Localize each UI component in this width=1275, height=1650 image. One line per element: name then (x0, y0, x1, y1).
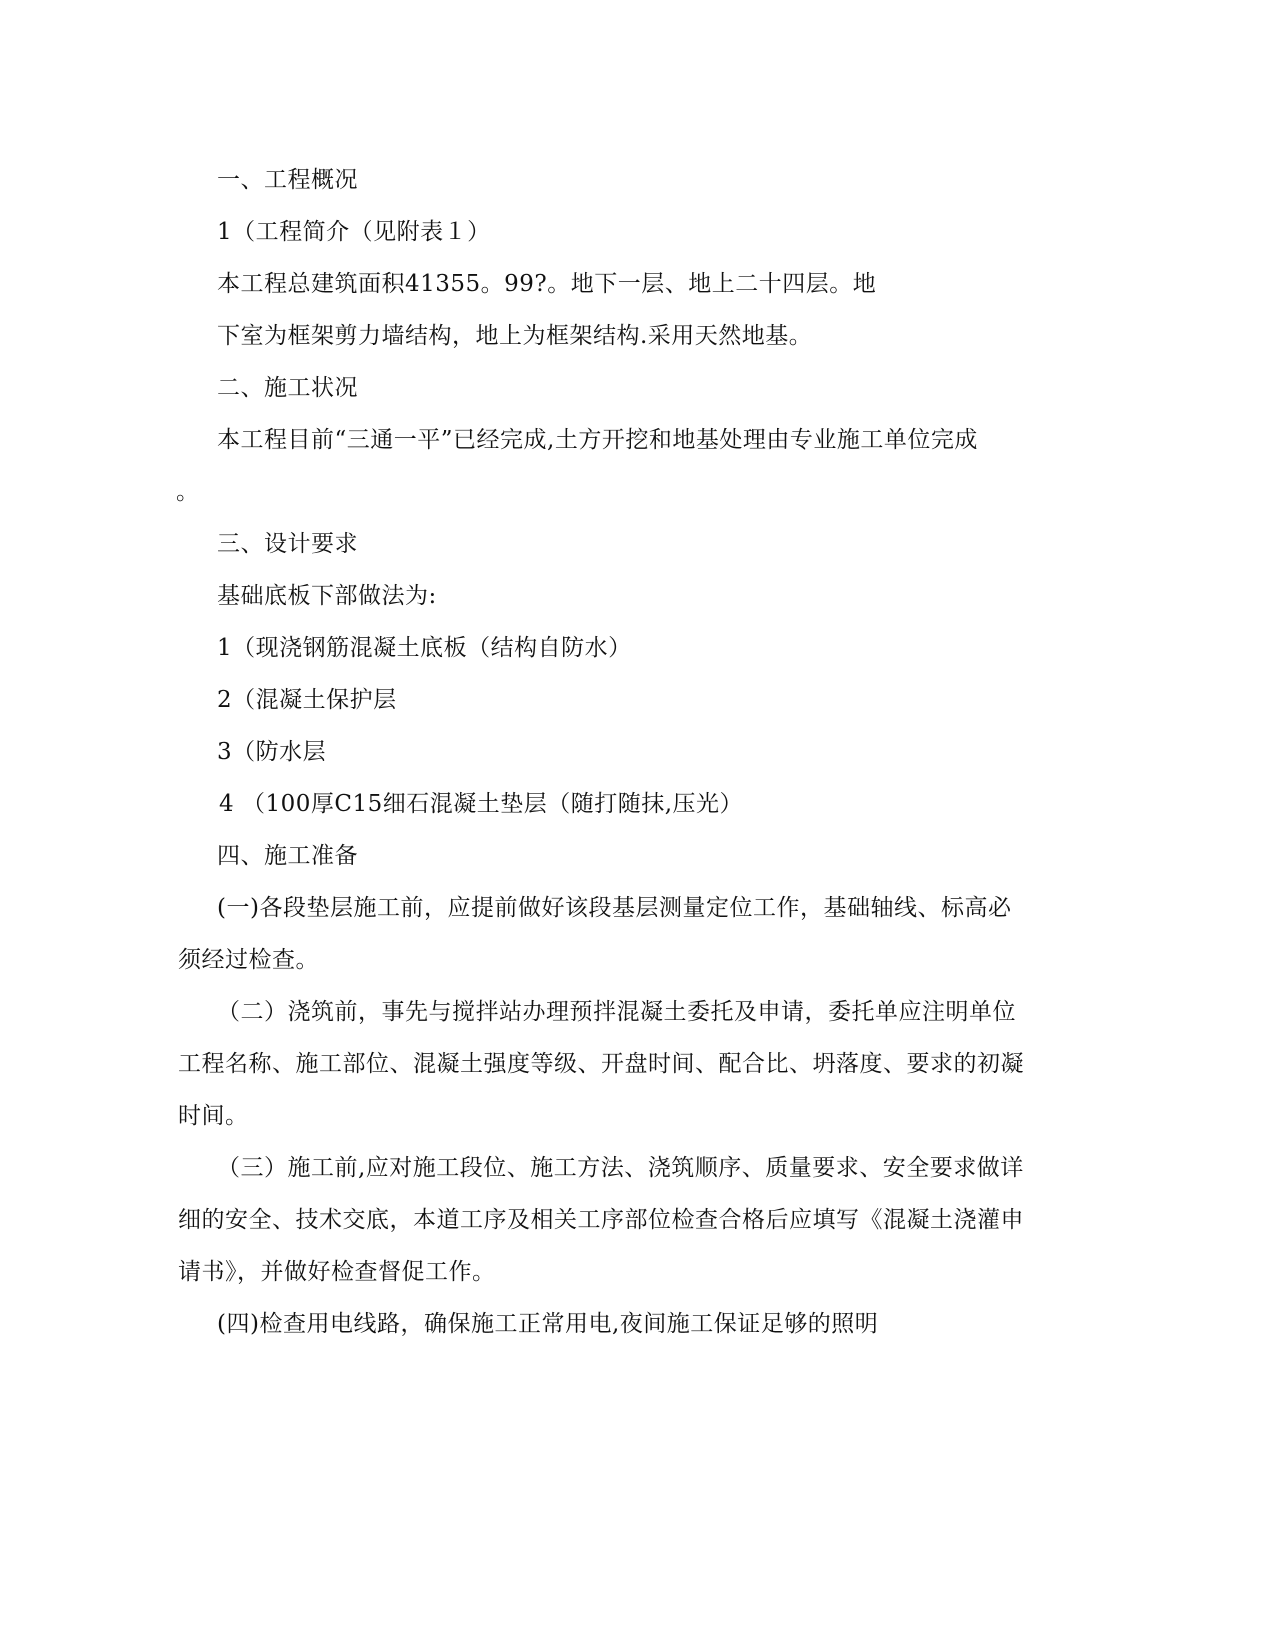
paragraph-line: 基础底板下部做法为: (217, 583, 437, 609)
heading-design-requirements: 三、设计要求 (217, 531, 358, 557)
list-item: 2（混凝土保护层 (217, 687, 397, 713)
paragraph-line: （二）浇筑前，事先与搅拌站办理预拌混凝土委托及申请，委托单应注明单位 (217, 999, 1016, 1025)
list-item: 4 （100厚C15细石混凝土垫层（随打随抹,压光） (219, 791, 744, 817)
heading-construction-preparation: 四、施工准备 (217, 843, 358, 869)
paragraph-line: 须经过检查。 (178, 947, 319, 973)
paragraph-line: 本工程目前“三通一平”已经完成,土方开挖和地基处理由专业施工单位完成 (217, 427, 978, 453)
paragraph-line: 本工程总建筑面积41355。99?。地下一层、地上二十四层。地 (217, 271, 877, 297)
paragraph-line: 1（工程简介（见附表１） (217, 219, 491, 245)
paragraph-line: 请书》，并做好检查督促工作。 (178, 1259, 496, 1285)
paragraph-line: (四)检查用电线路，确保施工正常用电,夜间施工保证足够的照明 (217, 1311, 879, 1337)
paragraph-line: (一)各段垫层施工前，应提前做好该段基层测量定位工作，基础轴线、标高必 (217, 895, 1012, 921)
paragraph-line: 。 (176, 479, 200, 505)
paragraph-line: 时间。 (178, 1103, 249, 1129)
paragraph-line: 细的安全、技术交底，本道工序及相关工序部位检查合格后应填写《混凝土浇灌申 (178, 1207, 1024, 1233)
list-item: 1（现浇钢筋混凝土底板（结构自防水） (217, 635, 632, 661)
paragraph-line: （三）施工前,应对施工段位、施工方法、浇筑顺序、质量要求、安全要求做详 (217, 1155, 1024, 1181)
heading-construction-status: 二、施工状况 (217, 375, 358, 401)
heading-project-overview: 一、工程概况 (217, 167, 358, 193)
paragraph-line: 下室为框架剪力墙结构，地上为框架结构.采用天然地基。 (217, 323, 813, 349)
paragraph-line: 工程名称、施工部位、混凝土强度等级、开盘时间、配合比、坍落度、要求的初凝 (178, 1051, 1024, 1077)
list-item: 3（防水层 (217, 739, 327, 765)
